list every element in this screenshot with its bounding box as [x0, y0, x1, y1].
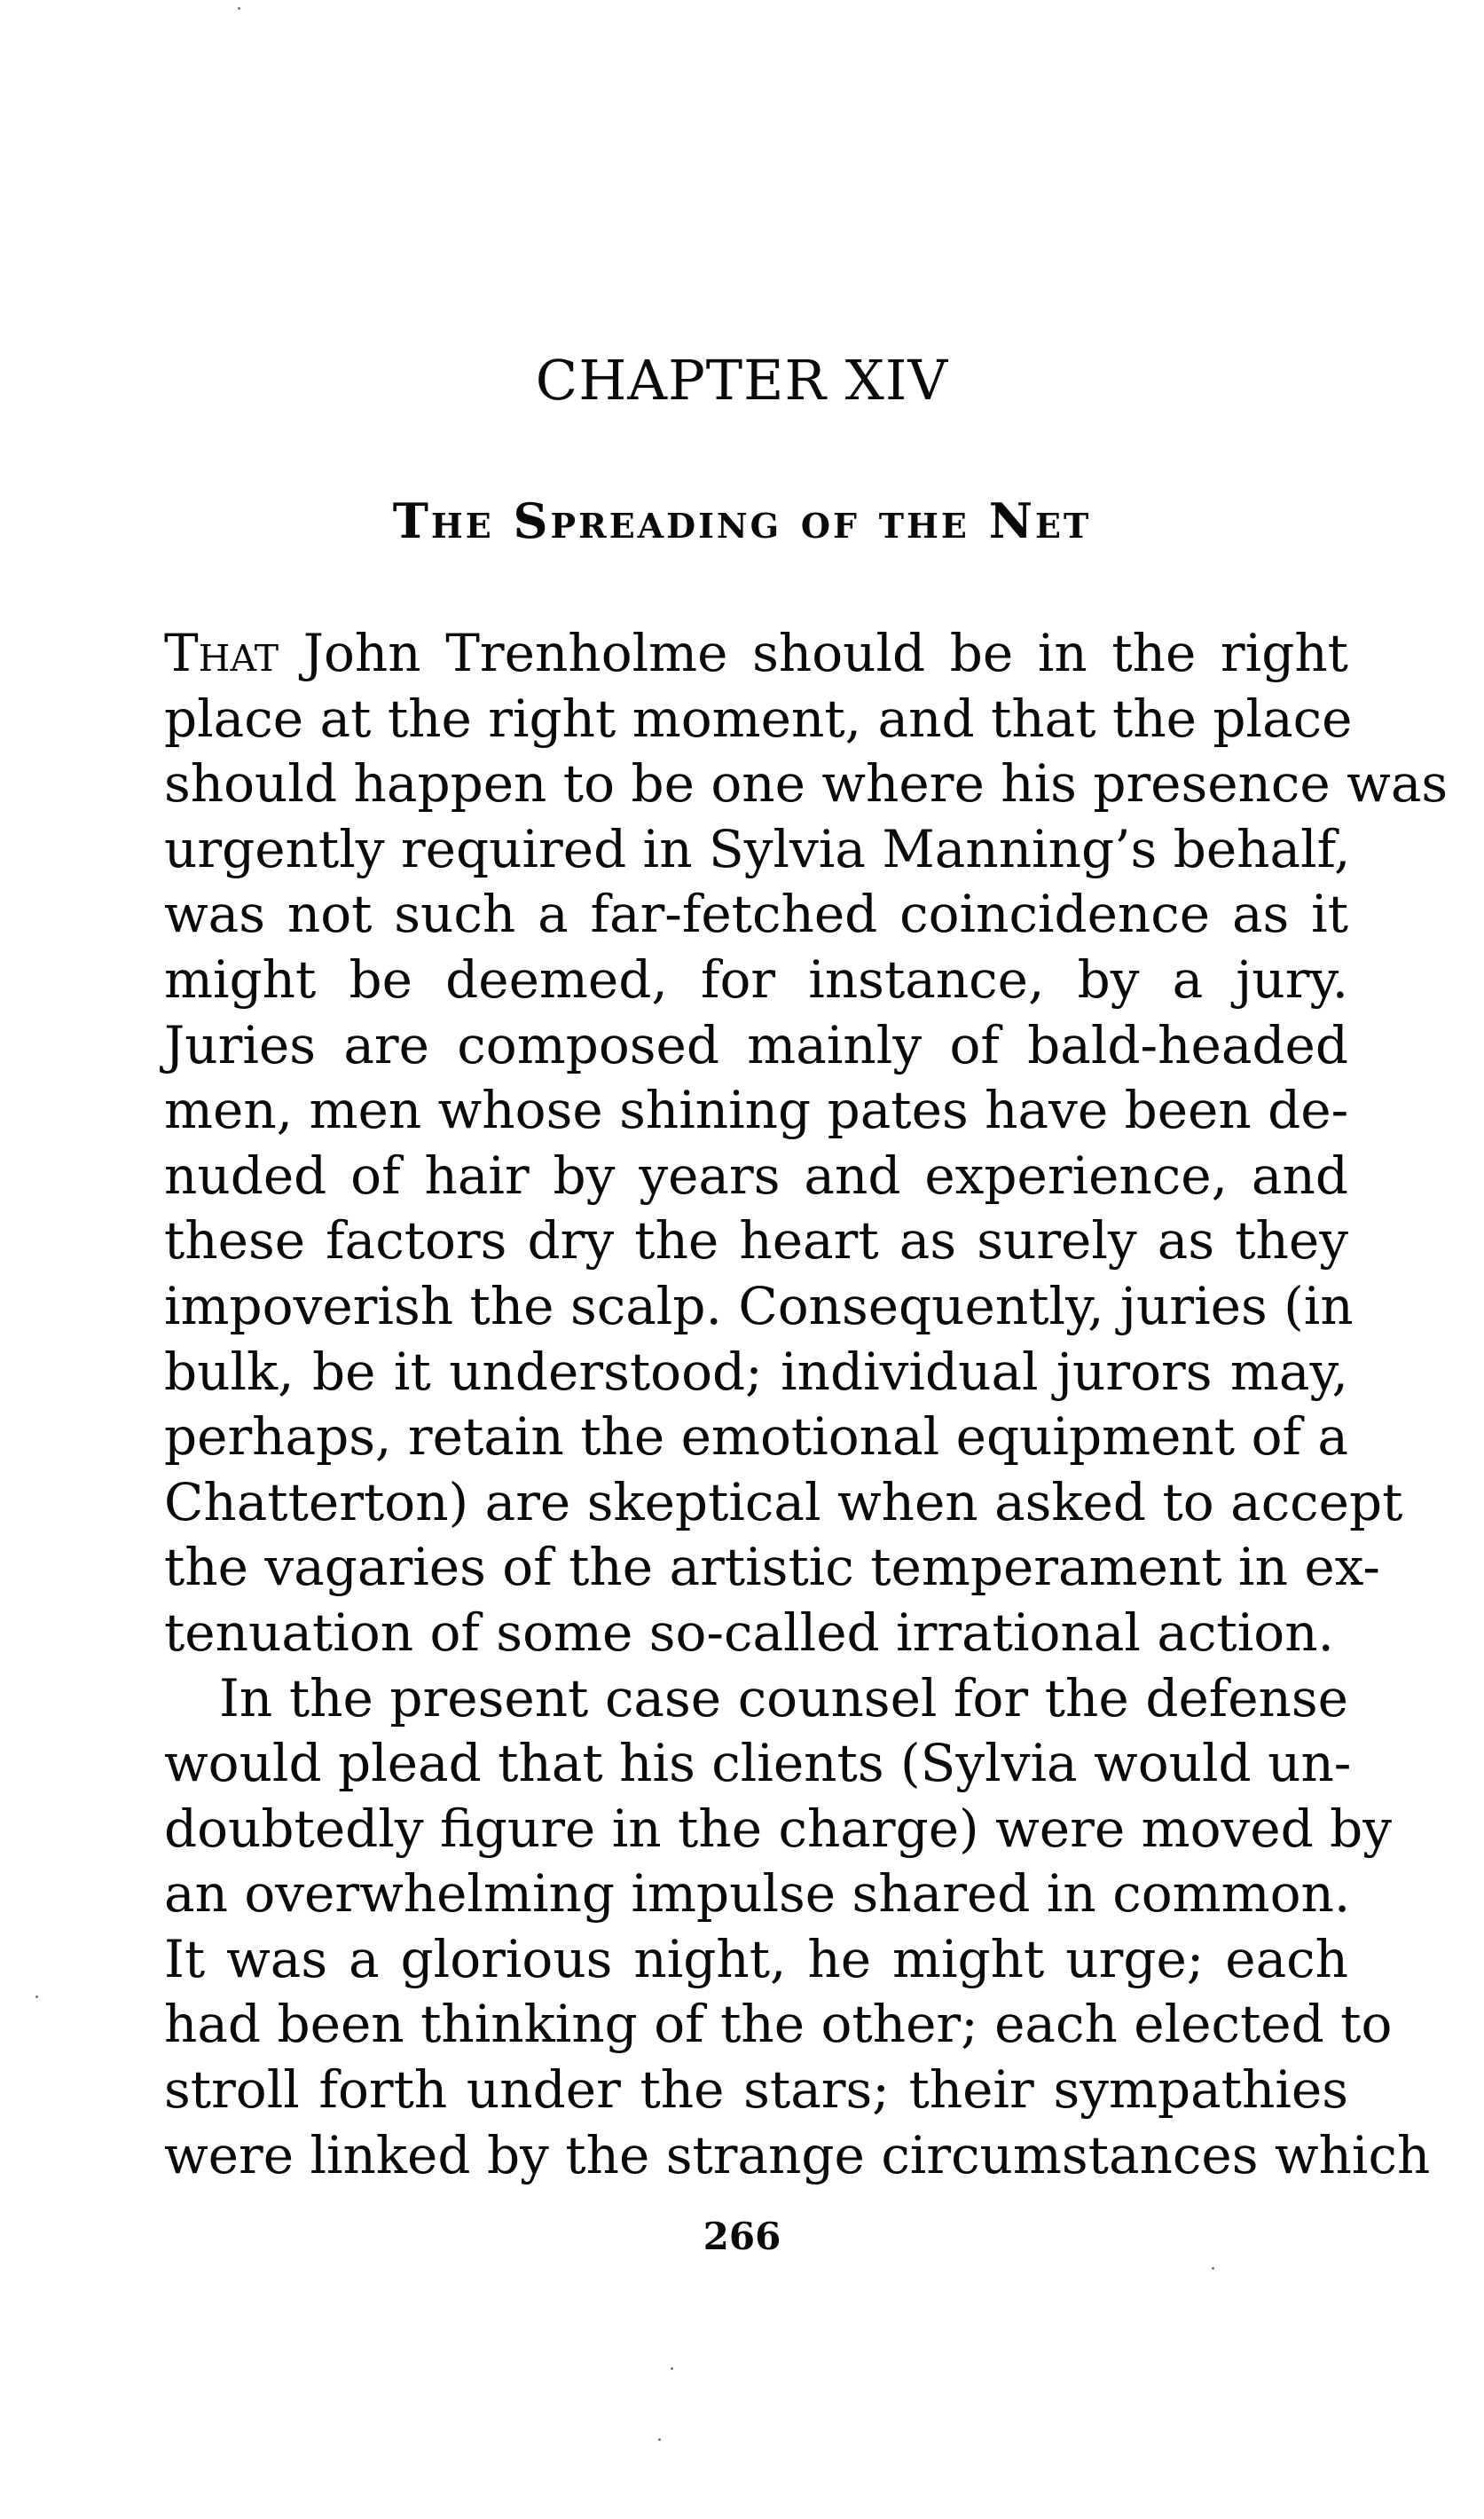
- scan-speck: [238, 7, 240, 10]
- text-line: an overwhelming impulse shared in common.: [164, 1863, 1351, 1925]
- chapter-number: CHAPTER XIV: [535, 348, 949, 413]
- text-line: had been thinking of the other; each elected to: [164, 1994, 1393, 2055]
- line-text: John Trenholme should be in the right: [279, 623, 1348, 683]
- scan-speck: [658, 2438, 661, 2441]
- text-line: perhaps, retain the emotional equipment of a: [164, 1406, 1348, 1468]
- text-line: Chatterton) are skeptical when asked to accept: [164, 1471, 1403, 1532]
- text-line: urgently required in Sylvia Manning’s behalf,: [164, 818, 1351, 879]
- text-line: the vagaries of the artistic temperament in ex-: [164, 1537, 1380, 1598]
- text-line: men, men whose shining pates have been de-: [164, 1080, 1349, 1141]
- lead-word: That: [164, 623, 279, 683]
- text-line: these factors dry the heart as surely as they: [164, 1210, 1348, 1271]
- text-line: bulk, be it understood; individual jurors may,: [164, 1341, 1348, 1402]
- text-line: impoverish the scalp. Consequently, juries (in: [164, 1275, 1354, 1336]
- scan-speck: [1212, 2267, 1214, 2270]
- text-line: were linked by the strange circumstances which: [164, 2124, 1431, 2185]
- scan-speck: [35, 1996, 38, 1998]
- text-line: doubtedly figure in the charge) were moved by: [164, 1798, 1393, 1859]
- text-line: In the present case counsel for the defense: [219, 1667, 1348, 1728]
- text-line: might be deemed, for instance, by a jury.: [164, 949, 1348, 1010]
- text-line: It was a glorious night, he might urge; each: [164, 1928, 1348, 1989]
- chapter-body: [164, 621, 1449, 2188]
- text-line: tenuation of some so-called irrational action.: [164, 1602, 1334, 1663]
- text-line: was not such a far-fetched coincidence as it: [164, 884, 1348, 945]
- text-line: would plead that his clients (Sylvia would un-: [164, 1733, 1352, 1794]
- text-line: stroll forth under the stars; their sympathies: [164, 2059, 1348, 2121]
- scan-speck: [671, 2367, 673, 2370]
- page-number: 266: [703, 2215, 781, 2258]
- text-line: place at the right moment, and that the place: [164, 688, 1353, 749]
- text-line: Juries are composed mainly of bald-headed: [164, 1014, 1348, 1075]
- text-line: nuded of hair by years and experience, and: [164, 1145, 1348, 1206]
- chapter-title: The Spreading of the Net: [392, 492, 1092, 549]
- text-line: [164, 621, 1348, 687]
- text-line: should happen to be one where his presence was: [164, 753, 1449, 815]
